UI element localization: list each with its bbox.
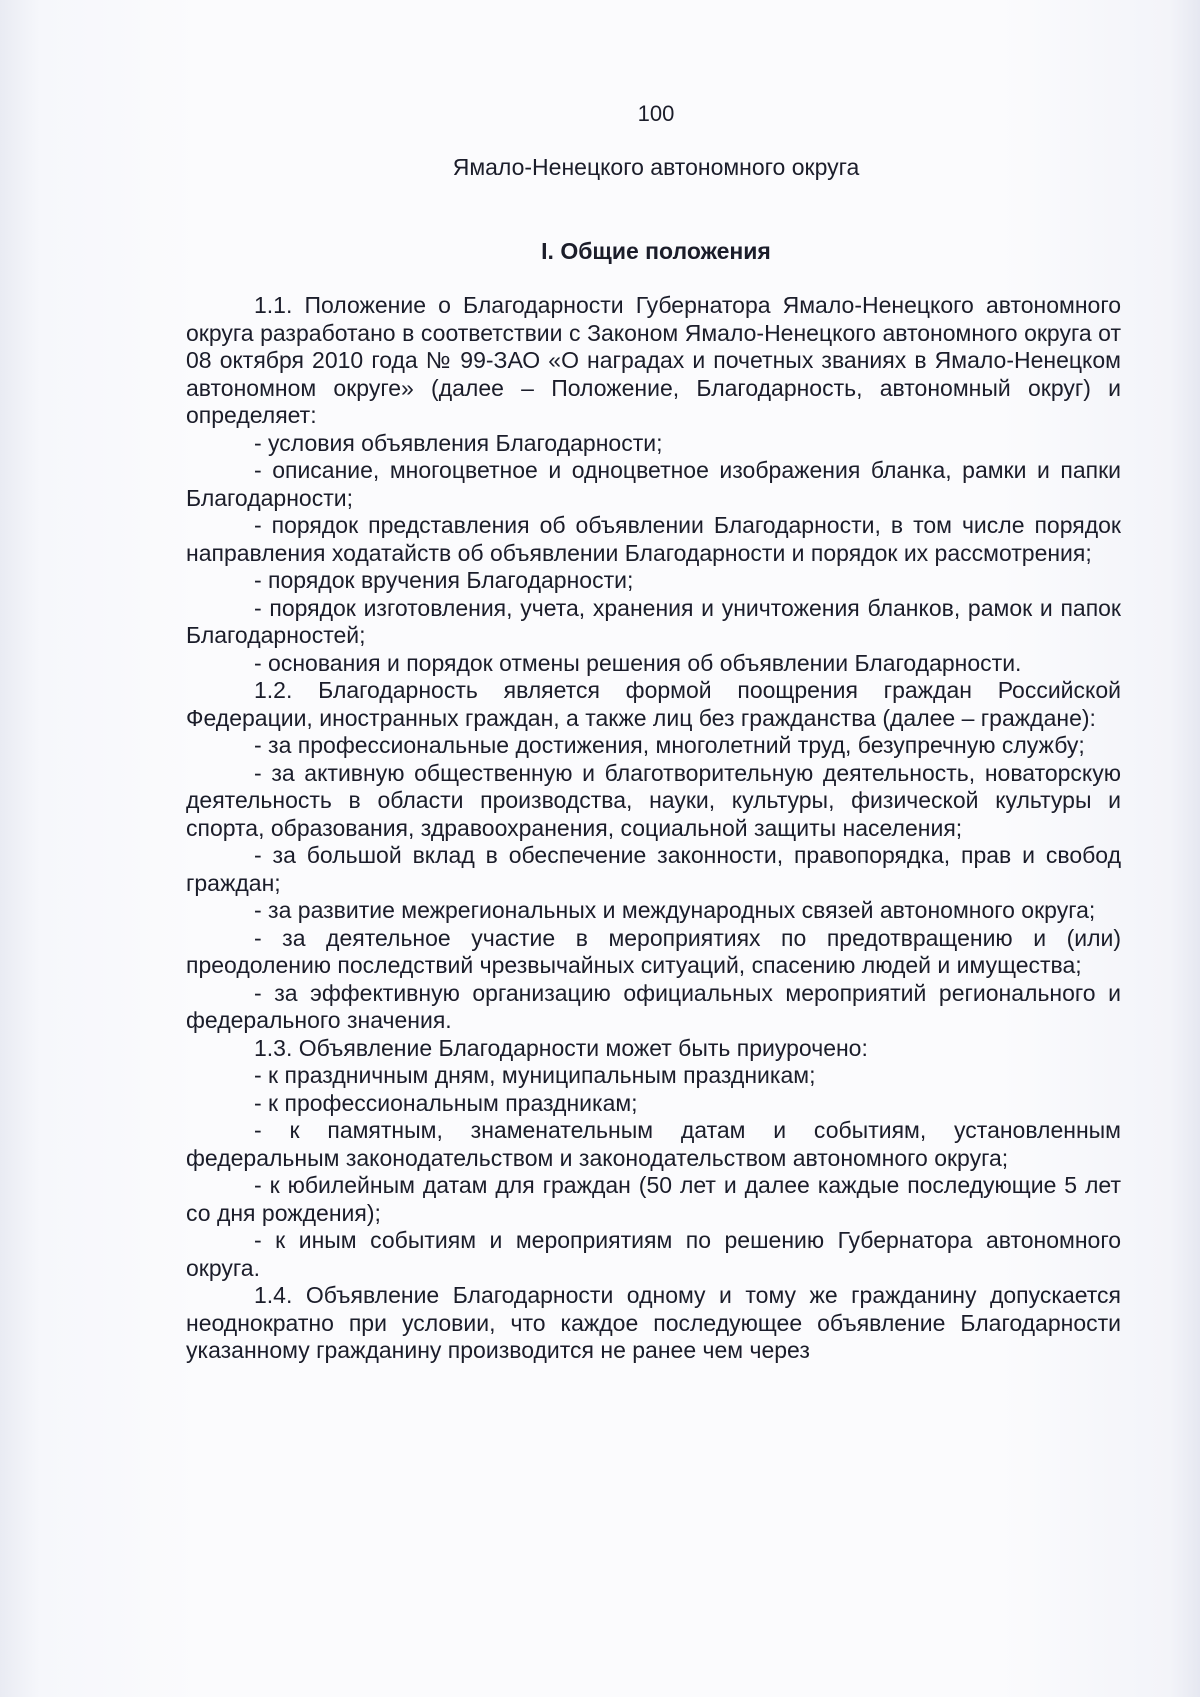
paragraph-1-4: 1.4. Объявление Благодарности одному и тому же гражданину допускается неоднократно при условии, что каждое последующее объявление Благодарности указанному гражданину производится не ранее чем через <box>186 1282 1121 1363</box>
section-heading: I. Общие положения <box>541 238 771 264</box>
list-item: - описание, многоцветное и одноцветное изображения бланка, рамки и папки Благодарности; <box>186 457 1121 511</box>
list-item: - за эффективную организацию официальных мероприятий регионального и федерального значения. <box>186 979 1121 1033</box>
list-item: - условия объявления Благодарности; <box>254 429 663 456</box>
list-item: - основания и порядок отмены решения об объявлении Благодарности. <box>254 649 1022 676</box>
list-item: - порядок представления об объявлении Благодарности, в том числе порядок направления ходатайств об объявлении Благодарности и порядок их рассмотрения; <box>186 512 1121 566</box>
list-item: - к праздничным дням, муниципальным праздникам; <box>254 1062 816 1088</box>
list-item: - к юбилейным датам для граждан (50 лет и далее каждые последующие 5 лет со дня рождения); <box>186 1172 1121 1226</box>
list-item: - за активную общественную и благотворительную деятельность, новаторскую деятельность в области производства, науки, культуры, физической культуры и спорта, образования, здравоохранения, социальной защиты населения; <box>186 759 1121 841</box>
list-item: - порядок вручения Благодарности; <box>254 567 634 593</box>
list-item: - к памятным, знаменательным датам и событиям, установленным федеральным законодательством и законодательством автономного округа; <box>186 1117 1121 1171</box>
list-item: - за деятельное участие в мероприятиях по предотвращению и (или) преодолению последствий чрезвычайных ситуаций, спасению людей и имущества; <box>186 924 1121 978</box>
list-item: - порядок изготовления, учета, хранения и уничтожения бланков, рамок и папок Благодарностей; <box>186 594 1121 648</box>
list-item: - за развитие межрегиональных и международных связей автономного округа; <box>254 897 1096 923</box>
page-number: 100 <box>637 101 675 126</box>
list-item: - к профессиональным праздникам; <box>254 1089 638 1116</box>
document-subtitle: Ямало-Ненецкого автономного округа <box>452 154 860 180</box>
paragraph-1-2: 1.2. Благодарность является формой поощрения граждан Российской Федерации, иностранных граждан, а также лиц без гражданства (далее – граждане): <box>186 677 1121 731</box>
list-item: - за профессиональные достижения, многолетний труд, безупречную службу; <box>254 732 1085 758</box>
document-body <box>186 292 1121 1365</box>
list-item: - за большой вклад в обеспечение законности, правопорядка, прав и свобод граждан; <box>186 842 1121 896</box>
paragraph-1-1: 1.1. Положение о Благодарности Губернатора Ямало-Ненецкого автономного округа разработано в соответствии с Законом Ямало-Ненецкого автономного округа от 08 октября 2010 года № 99-ЗАО «О наградах и почетных званиях в Ямало-Ненецком автономном округе» (далее – Положение, Благодарность, автономный округ) и определяет: <box>186 292 1121 428</box>
list-item: - к иным событиям и мероприятиям по решению Губернатора автономного округа. <box>186 1227 1121 1281</box>
paragraph-1-3: 1.3. Объявление Благодарности может быть приурочено: <box>254 1034 868 1061</box>
